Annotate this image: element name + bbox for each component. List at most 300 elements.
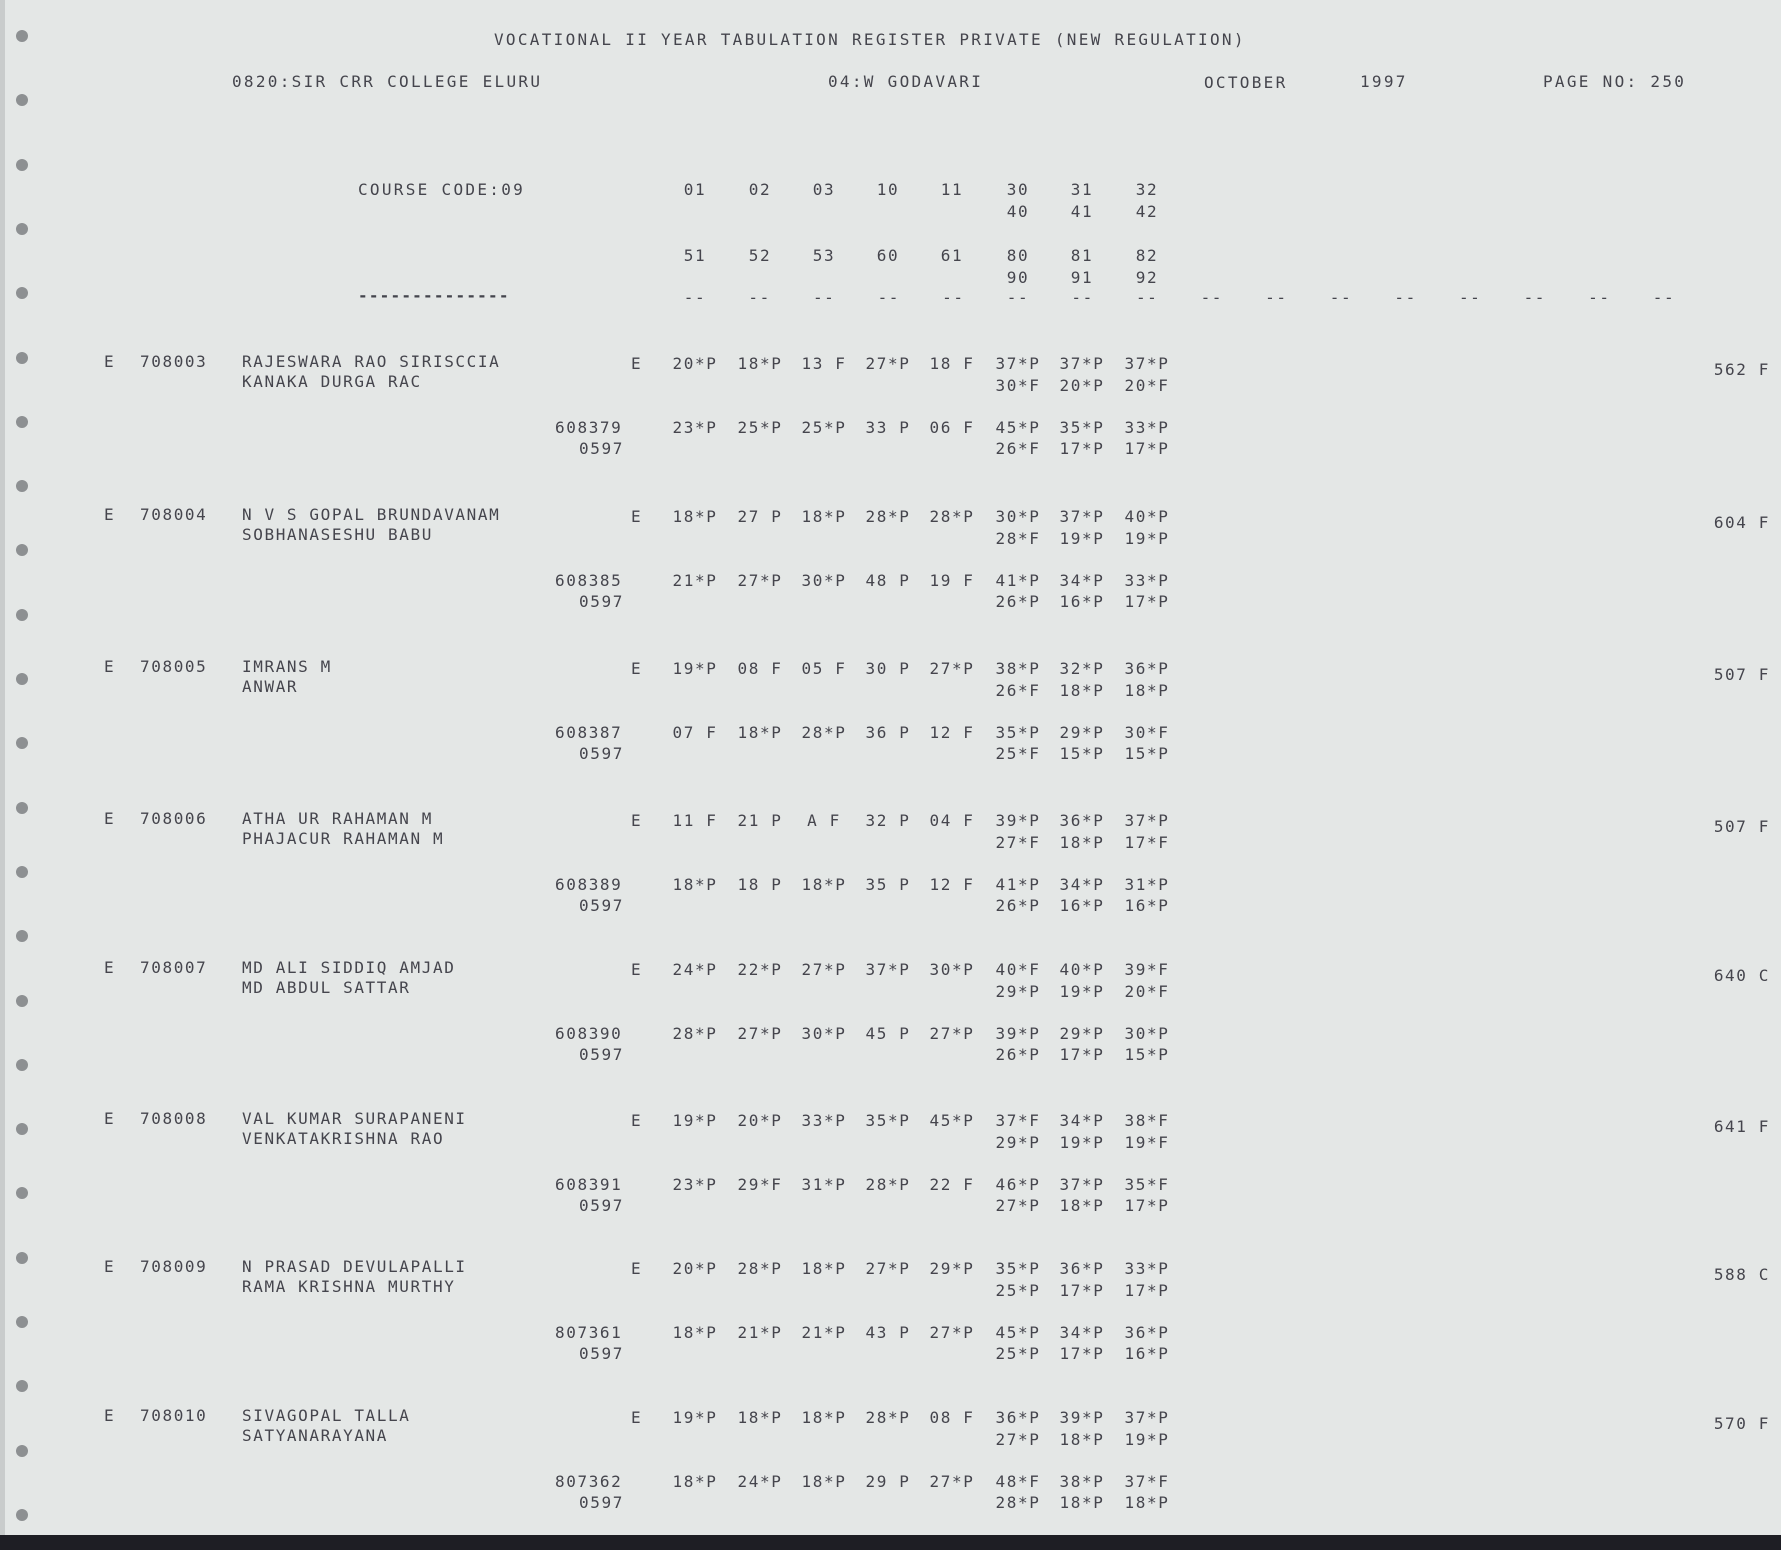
- column-dash: --: [942, 288, 965, 307]
- mark-cell: 48*F: [995, 1472, 1041, 1491]
- mark-cell: 21*P: [801, 1323, 847, 1342]
- medium-code: E: [631, 1408, 643, 1427]
- mark-cell: 36 P: [865, 723, 911, 742]
- mark-cell: 34*P: [1059, 1323, 1105, 1342]
- mark-cell: 35 P: [865, 875, 911, 894]
- medium-code: E: [631, 1111, 643, 1130]
- mark-cell: 18*P: [801, 1472, 847, 1491]
- mark-cell: 28*P: [929, 507, 975, 526]
- mark-cell: 19*F: [1124, 1133, 1170, 1152]
- mark-cell: 26*F: [995, 681, 1041, 700]
- grand-total: 570 F: [1713, 1414, 1770, 1433]
- feed-hole: [16, 930, 28, 942]
- mark-cell: 37*P: [1059, 507, 1105, 526]
- mark-cell: 12 F: [929, 875, 975, 894]
- mark-cell: 28*P: [995, 1493, 1041, 1512]
- mark-cell: 37*P: [1124, 1408, 1170, 1427]
- mark-cell: 25*P: [995, 1281, 1041, 1300]
- mark-cell: 28*P: [801, 723, 847, 742]
- mark-cell: 16*P: [1124, 1344, 1170, 1363]
- feed-hole: [16, 352, 28, 364]
- mark-cell: 20*P: [737, 1111, 783, 1130]
- mark-cell: 29*F: [737, 1175, 783, 1194]
- mark-cell: 29*P: [929, 1259, 975, 1278]
- subject-code: 40: [1006, 202, 1030, 221]
- mark-cell: 19*P: [672, 1111, 718, 1130]
- subject-code: 81: [1070, 246, 1094, 265]
- mark-cell: 20*F: [1124, 982, 1170, 1001]
- medium-code: E: [631, 960, 643, 979]
- column-dash: --: [1071, 288, 1094, 307]
- mark-cell: 18*P: [737, 354, 783, 373]
- mark-cell: 30*P: [801, 571, 847, 590]
- feed-hole: [16, 223, 28, 235]
- mark-cell: 37*P: [1059, 354, 1105, 373]
- mark-cell: 16*P: [1059, 592, 1105, 611]
- mark-cell: 25*F: [995, 744, 1041, 763]
- mark-cell: 18 F: [929, 354, 975, 373]
- mark-cell: 36*P: [1059, 811, 1105, 830]
- subject-code: 11: [940, 180, 964, 199]
- reference-code: 0597: [579, 1045, 624, 1064]
- parent-name: PHAJACUR RAHAMAN M: [242, 829, 445, 848]
- mark-cell: 29*P: [1059, 723, 1105, 742]
- roll-number: 708004: [140, 505, 208, 524]
- register-title: VOCATIONAL II YEAR TABULATION REGISTER PRIVATE (NEW REGULATION): [494, 30, 1246, 49]
- column-dash: --: [1200, 288, 1224, 307]
- roll-number: 708009: [140, 1257, 208, 1276]
- subject-code: 52: [748, 246, 772, 265]
- mark-cell: 18*P: [801, 1408, 847, 1427]
- reference-number: 608387: [555, 723, 623, 742]
- feed-hole: [16, 159, 28, 171]
- mark-cell: 27*P: [929, 1323, 975, 1342]
- mark-cell: 23*P: [672, 1175, 718, 1194]
- roll-number: 708010: [140, 1406, 208, 1425]
- mark-cell: 28*P: [865, 1175, 911, 1194]
- reference-number: 608385: [555, 571, 623, 590]
- mark-cell: 20*F: [1124, 376, 1170, 395]
- mark-cell: 18*P: [1059, 1196, 1105, 1215]
- subject-code: 61: [940, 246, 964, 265]
- mark-cell: 27*P: [737, 571, 783, 590]
- grand-total: 641 F: [1713, 1117, 1770, 1136]
- mark-cell: 36*P: [995, 1408, 1041, 1427]
- mark-cell: 32 P: [865, 811, 911, 830]
- mark-cell: 41*P: [995, 571, 1041, 590]
- record-flag: E: [104, 505, 116, 524]
- mark-cell: 30*F: [995, 376, 1041, 395]
- mark-cell: 28*P: [672, 1024, 718, 1043]
- mark-cell: 40*P: [1059, 960, 1105, 979]
- mark-cell: 37*P: [1059, 1175, 1105, 1194]
- column-dash: --: [1135, 288, 1159, 307]
- roll-number: 708003: [140, 352, 208, 371]
- reference-number: 807362: [555, 1472, 623, 1491]
- mark-cell: 30*F: [1124, 723, 1170, 742]
- feed-hole: [16, 30, 28, 42]
- paper-edge: [0, 0, 5, 1535]
- mark-cell: 28*P: [737, 1259, 783, 1278]
- column-dash: --: [748, 288, 771, 307]
- reference-number: 608391: [555, 1175, 623, 1194]
- record-flag: E: [104, 1406, 116, 1425]
- mark-cell: 30*P: [995, 507, 1041, 526]
- reference-code: 0597: [579, 592, 624, 611]
- mark-cell: 37*P: [865, 960, 911, 979]
- mark-cell: 18*P: [1124, 681, 1170, 700]
- mark-cell: 18*P: [672, 1472, 718, 1491]
- medium-code: E: [631, 659, 643, 678]
- mark-cell: 27*P: [995, 1430, 1041, 1449]
- column-dash: --: [812, 288, 836, 307]
- mark-cell: 25*P: [801, 418, 847, 437]
- subject-code: 02: [748, 180, 772, 199]
- grand-total: 562 F: [1713, 360, 1770, 379]
- subject-code: 32: [1135, 180, 1159, 199]
- mark-cell: 18*P: [672, 507, 718, 526]
- mark-cell: 04 F: [929, 811, 975, 830]
- grand-total: 588 C: [1713, 1265, 1770, 1284]
- subject-code: 53: [812, 246, 836, 265]
- mark-cell: 35*F: [1124, 1175, 1170, 1194]
- mark-cell: 17*P: [1059, 439, 1105, 458]
- mark-cell: 27*P: [737, 1024, 783, 1043]
- grand-total: 507 F: [1713, 817, 1770, 836]
- mark-cell: 18*P: [737, 723, 783, 742]
- parent-name: ANWAR: [242, 677, 299, 696]
- parent-name: KANAKA DURGA RAC: [242, 372, 422, 391]
- mark-cell: 18*P: [801, 507, 847, 526]
- feed-hole: [16, 1123, 28, 1135]
- subject-code: 92: [1135, 268, 1159, 287]
- candidate-name: ATHA UR RAHAMAN M: [242, 809, 433, 828]
- grand-total: 507 F: [1713, 665, 1770, 684]
- mark-cell: 37*P: [995, 354, 1041, 373]
- mark-cell: 41*P: [995, 875, 1041, 894]
- mark-cell: 20*P: [672, 1259, 718, 1278]
- feed-hole: [16, 287, 28, 299]
- mark-cell: 39*P: [1059, 1408, 1105, 1427]
- mark-cell: 27*P: [865, 354, 911, 373]
- mark-cell: 37*F: [995, 1111, 1041, 1130]
- mark-cell: 45*P: [995, 1323, 1041, 1342]
- mark-cell: 06 F: [929, 418, 975, 437]
- reference-code: 0597: [579, 1196, 624, 1215]
- mark-cell: 24*P: [737, 1472, 783, 1491]
- feed-hole: [16, 995, 28, 1007]
- feed-hole: [16, 1187, 28, 1199]
- mark-cell: 19*P: [1124, 1430, 1170, 1449]
- mark-cell: 36*P: [1124, 659, 1170, 678]
- mark-cell: 15*P: [1124, 1045, 1170, 1064]
- mark-cell: 25*P: [737, 418, 783, 437]
- subject-code: 03: [812, 180, 836, 199]
- mark-cell: 25*P: [995, 1344, 1041, 1363]
- mark-cell: 21 P: [737, 811, 783, 830]
- mark-cell: 19*P: [1059, 982, 1105, 1001]
- subject-code: 10: [876, 180, 900, 199]
- mark-cell: 18*P: [801, 875, 847, 894]
- parent-name: SATYANARAYANA: [242, 1426, 389, 1445]
- subject-code: 91: [1070, 268, 1094, 287]
- mark-cell: 27*P: [865, 1259, 911, 1278]
- column-dash: --: [1652, 288, 1676, 307]
- mark-cell: 38*P: [1059, 1472, 1105, 1491]
- feed-hole: [16, 1316, 28, 1328]
- mark-cell: 29*P: [995, 1133, 1041, 1152]
- mark-cell: 37*P: [1124, 811, 1170, 830]
- mark-cell: 07 F: [672, 723, 718, 742]
- mark-cell: 08 F: [929, 1408, 975, 1427]
- mark-cell: 17*P: [1124, 439, 1170, 458]
- reference-code: 0597: [579, 744, 624, 763]
- mark-cell: 27 P: [737, 507, 783, 526]
- feed-hole: [16, 673, 28, 685]
- reference-code: 0597: [579, 1493, 624, 1512]
- subject-code: 80: [1006, 246, 1030, 265]
- column-dash: --: [1265, 288, 1288, 307]
- mark-cell: 28*P: [865, 507, 911, 526]
- exam-year: 1997: [1360, 72, 1408, 91]
- mark-cell: 45 P: [865, 1024, 911, 1043]
- mark-cell: 17*P: [1124, 1196, 1170, 1215]
- grand-total: 604 F: [1713, 513, 1770, 532]
- feed-hole: [16, 866, 28, 878]
- mark-cell: 18*P: [737, 1408, 783, 1427]
- mark-cell: 26*P: [995, 1045, 1041, 1064]
- mark-cell: 27*P: [801, 960, 847, 979]
- mark-cell: 32*P: [1059, 659, 1105, 678]
- mark-cell: 35*P: [995, 723, 1041, 742]
- subject-code: 31: [1070, 180, 1094, 199]
- feed-hole: [16, 416, 28, 428]
- mark-cell: 18*P: [1059, 1493, 1105, 1512]
- mark-cell: 30*P: [1124, 1024, 1170, 1043]
- subject-code: 51: [683, 246, 707, 265]
- subject-code: 82: [1135, 246, 1159, 265]
- mark-cell: 31*P: [801, 1175, 847, 1194]
- medium-code: E: [631, 507, 643, 526]
- mark-cell: 46*P: [995, 1175, 1041, 1194]
- mark-cell: 29*P: [1059, 1024, 1105, 1043]
- mark-cell: 26*P: [995, 896, 1041, 915]
- mark-cell: 34*P: [1059, 1111, 1105, 1130]
- roll-number: 708006: [140, 809, 208, 828]
- mark-cell: 18*P: [1124, 1493, 1170, 1512]
- mark-cell: 22 F: [929, 1175, 975, 1194]
- mark-cell: 34*P: [1059, 875, 1105, 894]
- feed-hole: [16, 737, 28, 749]
- mark-cell: 48 P: [865, 571, 911, 590]
- roll-number: 708005: [140, 657, 208, 676]
- candidate-name: N V S GOPAL BRUNDAVANAM: [242, 505, 501, 524]
- parent-name: MD ABDUL SATTAR: [242, 978, 411, 997]
- feed-hole: [16, 544, 28, 556]
- mark-cell: 33*P: [1124, 571, 1170, 590]
- feed-hole: [16, 802, 28, 814]
- mark-cell: 16*P: [1059, 896, 1105, 915]
- mark-cell: 18*P: [672, 875, 718, 894]
- mark-cell: 28*F: [995, 529, 1041, 548]
- reference-code: 0597: [579, 1344, 624, 1363]
- mark-cell: 18*P: [1059, 681, 1105, 700]
- column-dash: --: [683, 288, 707, 307]
- mark-cell: 40*P: [1124, 507, 1170, 526]
- mark-cell: 19 F: [929, 571, 975, 590]
- mark-cell: 19*P: [1124, 529, 1170, 548]
- mark-cell: 33*P: [1124, 418, 1170, 437]
- medium-code: E: [631, 811, 643, 830]
- medium-code: E: [631, 354, 643, 373]
- roll-number: 708007: [140, 958, 208, 977]
- parent-name: VENKATAKRISHNA RAO: [242, 1129, 445, 1148]
- mark-cell: 45*P: [929, 1111, 975, 1130]
- mark-cell: 15*P: [1124, 744, 1170, 763]
- mark-cell: 33*P: [801, 1111, 847, 1130]
- mark-cell: 30*P: [929, 960, 975, 979]
- mark-cell: 18 P: [737, 875, 783, 894]
- reference-number: 608390: [555, 1024, 623, 1043]
- candidate-name: RAJESWARA RAO SIRISCCIA: [242, 352, 501, 371]
- column-dash: --: [1523, 288, 1547, 307]
- mark-cell: 33 P: [865, 418, 911, 437]
- mark-cell: 45*P: [995, 418, 1041, 437]
- exam-month: OCTOBER: [1204, 73, 1288, 92]
- subject-code: 42: [1135, 202, 1159, 221]
- mark-cell: 29*P: [995, 982, 1041, 1001]
- record-flag: E: [104, 1257, 116, 1276]
- mark-cell: 35*P: [995, 1259, 1041, 1278]
- mark-cell: 27*P: [929, 1472, 975, 1491]
- mark-cell: 17*P: [1059, 1045, 1105, 1064]
- subject-code: 41: [1070, 202, 1094, 221]
- mark-cell: 37*F: [1124, 1472, 1170, 1491]
- mark-cell: 26*F: [995, 439, 1041, 458]
- mark-cell: 12 F: [929, 723, 975, 742]
- mark-cell: 24*P: [672, 960, 718, 979]
- mark-cell: 18*P: [672, 1323, 718, 1342]
- mark-cell: 20*P: [672, 354, 718, 373]
- subject-code: 30: [1006, 180, 1030, 199]
- mark-cell: 18*P: [1059, 1430, 1105, 1449]
- mark-cell: 39*P: [995, 811, 1041, 830]
- mark-cell: 19*P: [672, 659, 718, 678]
- mark-cell: 30*P: [801, 1024, 847, 1043]
- parent-name: SOBHANASESHU BABU: [242, 525, 433, 544]
- mark-cell: 29 P: [865, 1472, 911, 1491]
- mark-cell: 23*P: [672, 418, 718, 437]
- mark-cell: 17*P: [1124, 1281, 1170, 1300]
- mark-cell: 15*P: [1059, 744, 1105, 763]
- column-dash: --: [877, 288, 901, 307]
- mark-cell: 27*P: [995, 1196, 1041, 1215]
- mark-cell: 39*P: [995, 1024, 1041, 1043]
- mark-cell: 26*P: [995, 592, 1041, 611]
- mark-cell: 30 P: [865, 659, 911, 678]
- medium-code: E: [631, 1259, 643, 1278]
- mark-cell: 38*P: [995, 659, 1041, 678]
- reference-number: 807361: [555, 1323, 623, 1342]
- column-dash: --: [1006, 288, 1030, 307]
- mark-cell: 18*P: [1059, 833, 1105, 852]
- record-flag: E: [104, 657, 116, 676]
- feed-hole: [16, 94, 28, 106]
- candidate-name: N PRASAD DEVULAPALLI: [242, 1257, 467, 1276]
- mark-cell: 36*P: [1124, 1323, 1170, 1342]
- mark-cell: 39*F: [1124, 960, 1170, 979]
- mark-cell: 33*P: [1124, 1259, 1170, 1278]
- column-dash: --: [1458, 288, 1482, 307]
- mark-cell: 16*P: [1124, 896, 1170, 915]
- mark-cell: 22*P: [737, 960, 783, 979]
- mark-cell: 21*P: [737, 1323, 783, 1342]
- page-number: PAGE NO: 250: [1543, 72, 1687, 91]
- subject-code: 60: [876, 246, 900, 265]
- district-name: 04:W GODAVARI: [828, 72, 984, 91]
- subject-code: 01: [683, 180, 707, 199]
- mark-cell: 38*F: [1124, 1111, 1170, 1130]
- mark-cell: 17*P: [1124, 592, 1170, 611]
- feed-hole: [16, 1380, 28, 1392]
- column-dash: --: [1329, 288, 1353, 307]
- mark-cell: 34*P: [1059, 571, 1105, 590]
- candidate-name: SIVAGOPAL TALLA: [242, 1406, 411, 1425]
- mark-cell: 11 F: [672, 811, 718, 830]
- record-flag: E: [104, 1109, 116, 1128]
- parent-name: RAMA KRISHNA MURTHY: [242, 1277, 456, 1296]
- subject-code: 90: [1006, 268, 1030, 287]
- course-code-underline: --------------: [358, 286, 510, 305]
- mark-cell: 36*P: [1059, 1259, 1105, 1278]
- mark-cell: 40*F: [995, 960, 1041, 979]
- reference-code: 0597: [579, 896, 624, 915]
- candidate-name: VAL KUMAR SURAPANENI: [242, 1109, 467, 1128]
- record-flag: E: [104, 958, 116, 977]
- mark-cell: 31*P: [1124, 875, 1170, 894]
- record-flag: E: [104, 352, 116, 371]
- reference-number: 608379: [555, 418, 623, 437]
- record-flag: E: [104, 809, 116, 828]
- column-dash: --: [1394, 288, 1417, 307]
- feed-hole: [16, 609, 28, 621]
- mark-cell: 17*P: [1059, 1344, 1105, 1363]
- mark-cell: 20*P: [1059, 376, 1105, 395]
- mark-cell: 35*P: [865, 1111, 911, 1130]
- scanner-bottom-edge: [0, 1535, 1781, 1550]
- mark-cell: 08 F: [737, 659, 783, 678]
- mark-cell: 27*F: [995, 833, 1041, 852]
- feed-hole: [16, 1252, 28, 1264]
- candidate-name: IMRANS M: [242, 657, 332, 676]
- mark-cell: 19*P: [672, 1408, 718, 1427]
- reference-number: 608389: [555, 875, 623, 894]
- roll-number: 708008: [140, 1109, 208, 1128]
- mark-cell: 21*P: [672, 571, 718, 590]
- mark-cell: 27*P: [929, 1024, 975, 1043]
- mark-cell: 27*P: [929, 659, 975, 678]
- mark-cell: 19*P: [1059, 1133, 1105, 1152]
- grand-total: 640 C: [1713, 966, 1770, 985]
- feed-hole: [16, 480, 28, 492]
- mark-cell: 13 F: [801, 354, 847, 373]
- feed-hole: [16, 1059, 28, 1071]
- mark-cell: 17*P: [1059, 1281, 1105, 1300]
- mark-cell: 43 P: [865, 1323, 911, 1342]
- mark-cell: 17*F: [1124, 833, 1170, 852]
- feed-hole: [16, 1445, 28, 1457]
- mark-cell: 28*P: [865, 1408, 911, 1427]
